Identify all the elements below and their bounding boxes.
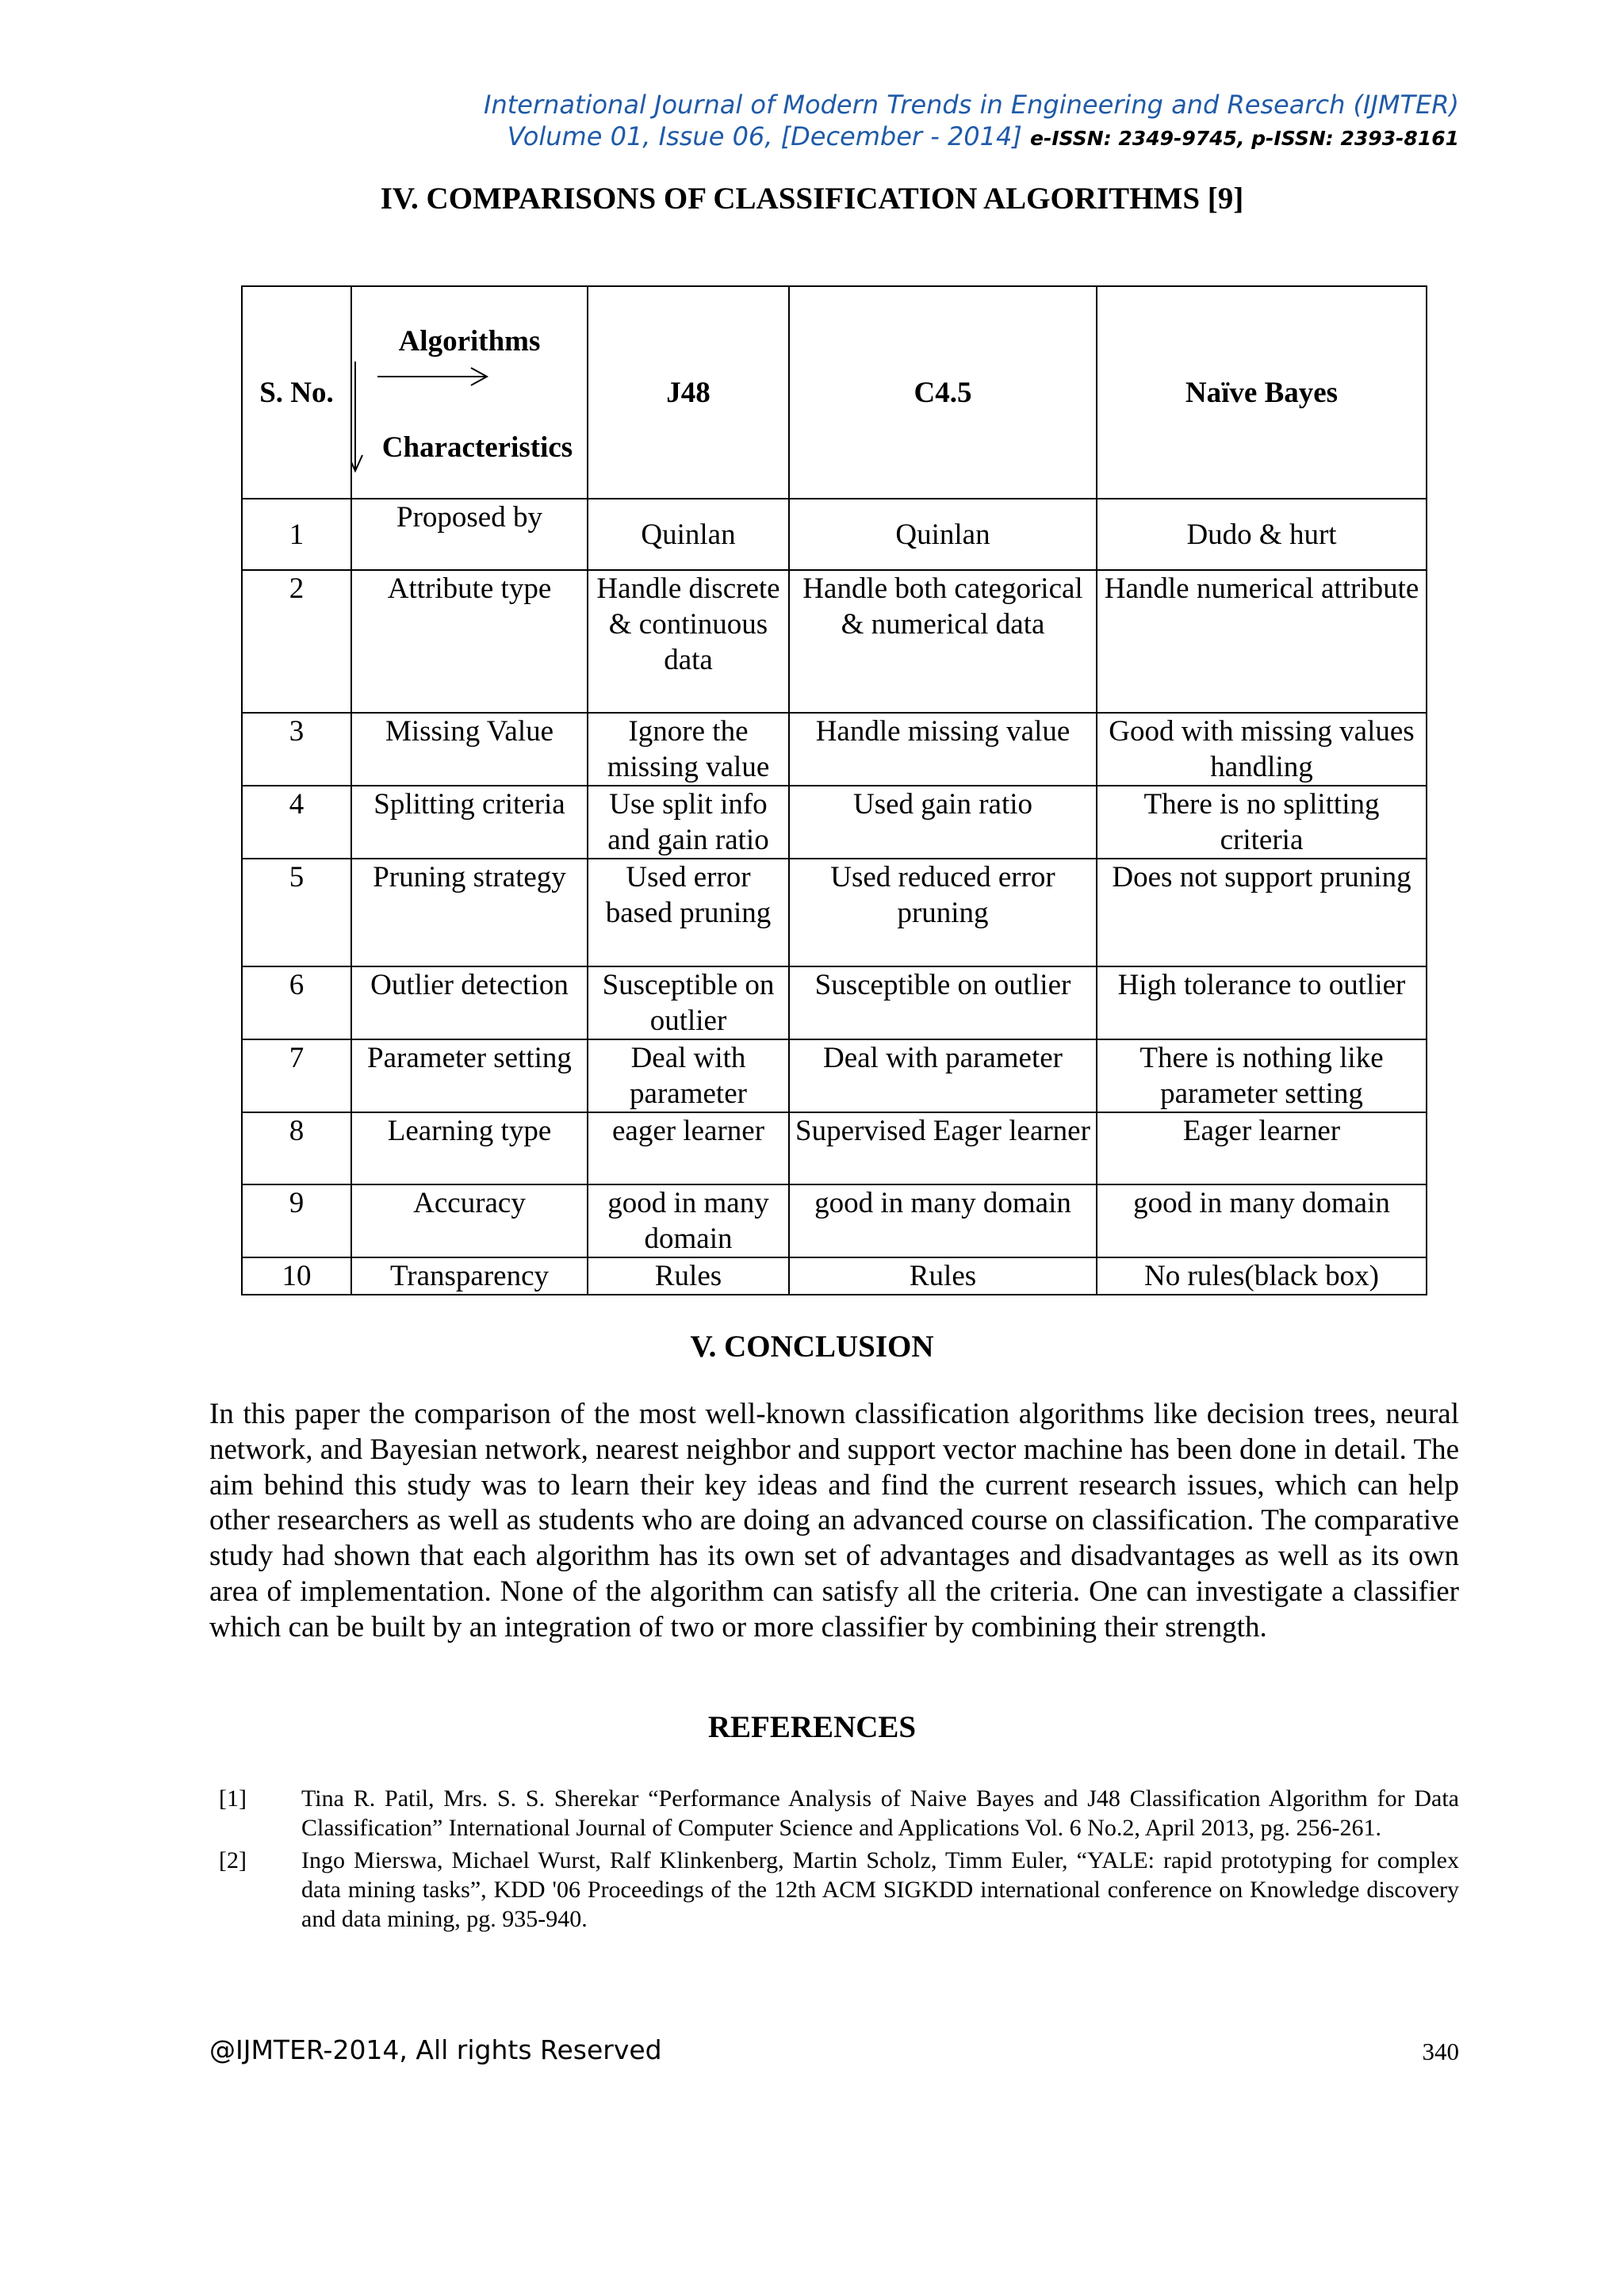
comparison-table (241, 285, 1427, 1295)
cell-c45: Handle both categorical & numerical data (789, 570, 1097, 713)
reference-number: [2] (219, 1847, 247, 1873)
cell-characteristic: Transparency (351, 1257, 588, 1295)
cell-sno: 5 (242, 859, 351, 966)
header-sno: S. No. (242, 286, 351, 499)
table-row (242, 713, 1427, 786)
section-title-comparisons: IV. COMPARISONS OF CLASSIFICATION ALGORITHMS [9] (380, 182, 1244, 216)
cell-sno: 2 (242, 570, 351, 713)
table-row (242, 570, 1427, 713)
table-row (242, 1039, 1427, 1112)
cell-naive-bayes: Good with missing values handling (1097, 713, 1427, 786)
cell-c45: Quinlan (789, 499, 1097, 570)
header-j48: J48 (588, 286, 789, 499)
cell-c45: Susceptible on outlier (789, 966, 1097, 1039)
cell-j48: Used error based pruning (588, 859, 789, 966)
cell-naive-bayes: Eager learner (1097, 1112, 1427, 1184)
header-c45: C4.5 (789, 286, 1097, 499)
right-arrow-icon (377, 368, 487, 385)
cell-characteristic: Parameter setting (351, 1039, 588, 1112)
header-algorithms: Algorithms (398, 325, 541, 358)
table-header-row (242, 286, 1427, 499)
cell-sno: 3 (242, 713, 351, 786)
cell-characteristic: Missing Value (351, 713, 588, 786)
table-row (242, 499, 1427, 570)
cell-characteristic: Learning type (351, 1112, 588, 1184)
journal-header (484, 89, 1459, 155)
cell-c45: Used gain ratio (789, 786, 1097, 859)
cell-characteristic: Accuracy (351, 1184, 588, 1257)
section-title-references: REFERENCES (707, 1710, 917, 1744)
cell-sno: 10 (242, 1257, 351, 1295)
table-row (242, 1257, 1427, 1295)
page-number: 340 (1422, 2038, 1459, 2065)
cell-naive-bayes: No rules(black box) (1097, 1257, 1427, 1295)
cell-j48: eager learner (588, 1112, 789, 1184)
reference-item (219, 1784, 1459, 1843)
reference-text: Ingo Mierswa, Michael Wurst, Ralf Klinkenberg, Martin Scholz, Timm Euler, “YALE: rapid prototyping for complex data mining tasks”, KDD '06 Proceedings of the 12th ACM SIGKDD international conference on Knowledge discovery and data mining, pg. 935-940. (301, 1847, 1459, 1932)
cell-naive-bayes: There is nothing like parameter setting (1097, 1039, 1427, 1112)
cell-naive-bayes: Handle numerical attribute (1097, 570, 1427, 713)
cell-j48: Deal with parameter (588, 1039, 789, 1112)
cell-characteristic: Attribute type (351, 570, 588, 713)
cell-j48: good in many domain (588, 1184, 789, 1257)
header-naive-bayes: Naïve Bayes (1097, 286, 1427, 499)
cell-sno: 7 (242, 1039, 351, 1112)
cell-sno: 8 (242, 1112, 351, 1184)
table-row (242, 1184, 1427, 1257)
journal-title: International Journal of Modern Trends in Engineering and Research (IJMTER) (484, 90, 1459, 120)
cell-c45: Deal with parameter (789, 1039, 1097, 1112)
journal-volume: Volume 01, Issue 06, [December - 2014] (507, 121, 1022, 151)
footer-copyright: @IJMTER-2014, All rights Reserved (209, 2034, 662, 2065)
cell-characteristic: Outlier detection (351, 966, 588, 1039)
section-title-conclusion: V. CONCLUSION (690, 1330, 934, 1364)
cell-j48: Susceptible on outlier (588, 966, 789, 1039)
header-arrows (352, 287, 588, 498)
cell-sno: 6 (242, 966, 351, 1039)
cell-c45: Handle missing value (789, 713, 1097, 786)
reference-list (219, 1784, 1459, 1937)
conclusion-paragraph: In this paper the comparison of the most well-known classification algorithms like decision trees, neural network, and Bayesian network, nearest neighbor and support vector machine has been done in detail. The aim behind this study was to learn their key ideas and find the current research issues, which can help other researchers as well as students who are doing an advanced course on classification. The comparative study had shown that each algorithm has its own set of advantages and disadvantages as well as its own area of implementation. None of the algorithm can satisfy all the criteria. One can investigate a classifier which can be built by an integration of two or more classifier by combining their strength. (209, 1398, 1459, 1644)
cell-characteristic: Proposed by (351, 499, 588, 570)
cell-j48: Handle discrete & continuous data (588, 570, 789, 713)
journal-issn: e-ISSN: 2349-9745, p-ISSN: 2393-8161 (1030, 127, 1459, 150)
cell-j48: Rules (588, 1257, 789, 1295)
header-algorithms-characteristics (351, 286, 588, 499)
cell-c45: Used reduced error pruning (789, 859, 1097, 966)
cell-sno: 4 (242, 786, 351, 859)
reference-text: Tina R. Patil, Mrs. S. S. Sherekar “Performance Analysis of Naive Bayes and J48 Classification Algorithm for Data Classification” International Journal of Computer Science and Applications Vol. 6 No.2, April 2013, pg. 256-261. (301, 1785, 1459, 1841)
journal-volume-line (484, 121, 1459, 155)
cell-characteristic: Pruning strategy (351, 859, 588, 966)
cell-naive-bayes: Dudo & hurt (1097, 499, 1427, 570)
cell-c45: Supervised Eager learner (789, 1112, 1097, 1184)
header-characteristics: Characteristics (381, 431, 573, 464)
cell-naive-bayes: good in many domain (1097, 1184, 1427, 1257)
table-row (242, 786, 1427, 859)
table-row (242, 859, 1427, 966)
cell-j48: Use split info and gain ratio (588, 786, 789, 859)
cell-sno: 1 (242, 499, 351, 570)
down-arrow-icon (352, 362, 362, 471)
reference-item (219, 1846, 1459, 1934)
cell-j48: Quinlan (588, 499, 789, 570)
cell-c45: good in many domain (789, 1184, 1097, 1257)
cell-c45: Rules (789, 1257, 1097, 1295)
cell-sno: 9 (242, 1184, 351, 1257)
cell-naive-bayes: Does not support pruning (1097, 859, 1427, 966)
cell-characteristic: Splitting criteria (351, 786, 588, 859)
reference-number: [1] (219, 1785, 247, 1812)
cell-naive-bayes: High tolerance to outlier (1097, 966, 1427, 1039)
table-row (242, 966, 1427, 1039)
table-row (242, 1112, 1427, 1184)
cell-naive-bayes: There is no splitting criteria (1097, 786, 1427, 859)
cell-j48: Ignore the missing value (588, 713, 789, 786)
